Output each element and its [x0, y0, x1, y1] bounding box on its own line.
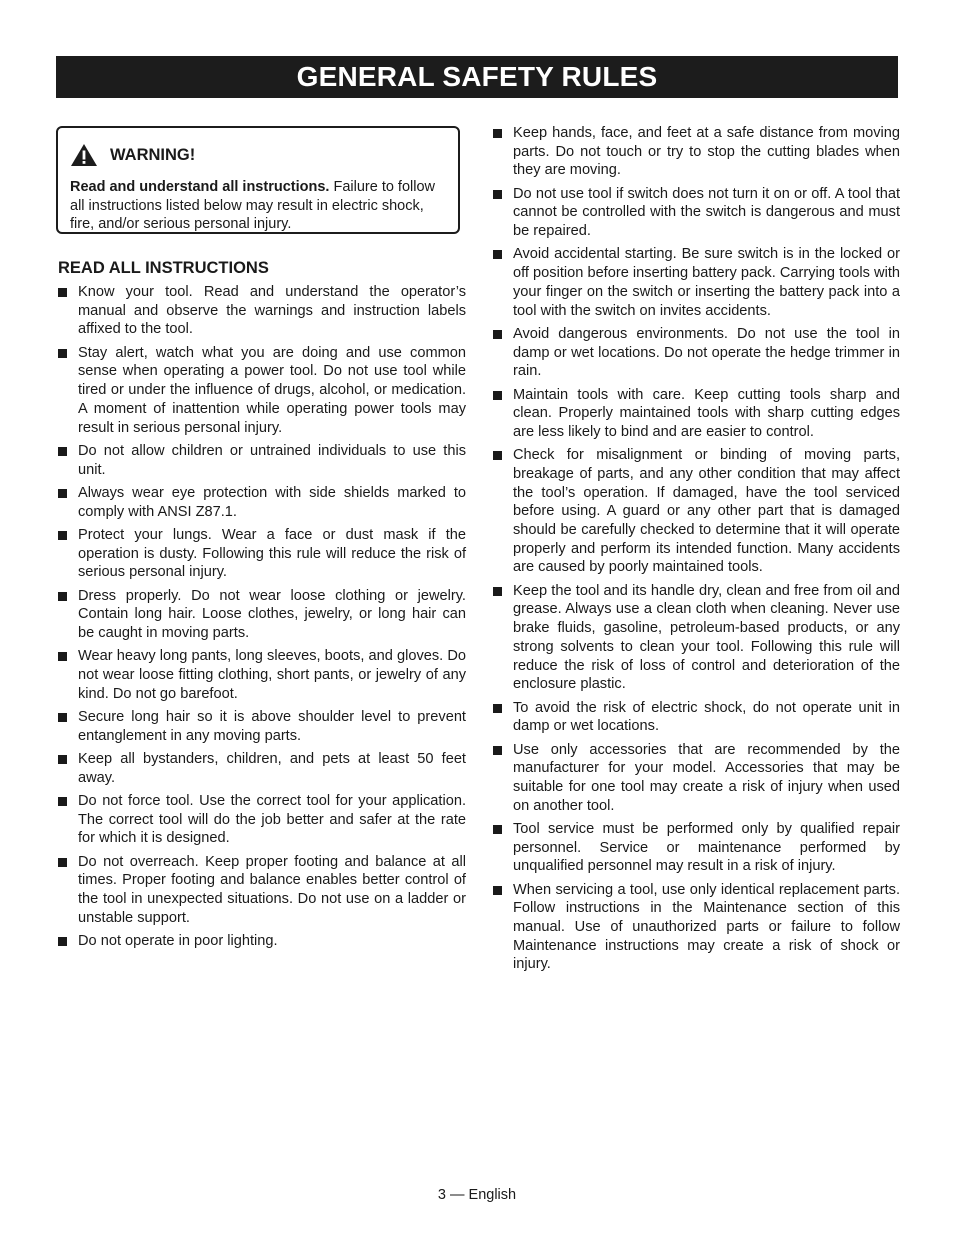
warning-box [56, 126, 460, 234]
list-item-text: Do not overreach. Keep proper footing and balance at all times. Proper footing and balance enables better control of the tool in unexpected situations. Do not use on a ladder or unstable support. [78, 853, 466, 926]
bullet-square [58, 755, 67, 764]
list-item-text: Dress properly. Do not wear loose clothing or jewelry. Contain long hair. Loose clothes, jewelry, or long hair can be caught in moving parts. [78, 587, 466, 641]
list-item-text: To avoid the risk of electric shock, do not operate unit in damp or wet locations. [513, 699, 900, 735]
bullet-square [493, 704, 502, 713]
warning-body-bold: Read and understand all instructions. [70, 179, 330, 195]
page-footer: 3 — English [437, 1187, 517, 1203]
list-item-text: Use only accessories that are recommended by the manufacturer for your model. Accessories that may be suitable for one tool may create a risk of injury when used on another tool. [513, 741, 900, 814]
list-item [493, 325, 900, 381]
bullet-square [493, 250, 502, 259]
list-item [493, 582, 900, 694]
list-item-text: Do not allow children or untrained individuals to use this unit. [78, 442, 466, 478]
bullet-square [493, 451, 502, 460]
section-heading: READ ALL INSTRUCTIONS [58, 259, 269, 277]
list-item-text: Check for misalignment or binding of moving parts, breakage of parts, and any other condition that may affect the tool’s operation. If damaged, have the tool serviced before using. A guard or any other part that is damaged should be carefully checked to determine that it will operate properly and perform its intended function. Many accidents are caused by poorly maintained tools. [513, 447, 900, 576]
list-item [493, 820, 900, 876]
list-item-text: Avoid accidental starting. Be sure switch is in the locked or off position before inserting battery pack. Carrying tools with your finger on the switch or inserting the battery pack into a tool with the switch on invites accidents. [513, 246, 900, 319]
list-item [493, 185, 900, 241]
list-item [58, 283, 466, 339]
list-item-text: Protect your lungs. Wear a face or dust mask if the operation is dusty. Following this rule will reduce the risk of serious personal injury. [78, 526, 466, 581]
list-item [58, 647, 466, 703]
right-rules-list [493, 124, 900, 979]
warning-body [70, 178, 448, 234]
warning-body-text: Failure to follow all instructions listed below may result in electric shock, fire, and/or serious personal injury. [70, 179, 436, 232]
list-item-text: When servicing a tool, use only identical replacement parts. Follow instructions in the Maintenance section of this manual. Use of unauthorized parts or failure to follow Maintenance instructions may create a risk of shock or injury. [513, 881, 900, 973]
warning-triangle-icon [70, 143, 98, 167]
list-item-text: Avoid dangerous environments. Do not use the tool in damp or wet locations. Do not operate the hedge trimmer in rain. [513, 325, 900, 380]
left-rules-list [58, 283, 466, 955]
bullet-square [493, 129, 502, 138]
list-item-text: Maintain tools with care. Keep cutting tools sharp and clean. Properly maintained tools with sharp cutting edges are less likely to bind and are easier to control. [513, 386, 900, 440]
list-item [58, 708, 466, 745]
list-item-text: Always wear eye protection with side shields marked to comply with ANSI Z87.1. [78, 484, 466, 520]
list-item-text: Know your tool. Read and understand the operator’s manual and observe the warnings and instruction labels affixed to the tool. [78, 284, 466, 338]
list-item [58, 442, 466, 479]
list-item [493, 245, 900, 320]
list-item [58, 587, 466, 643]
list-item-text: Stay alert, watch what you are doing and use common sense when operating a power tool. Do not use tool while tired or under the influence of drugs, alcohol, or medication. A moment of inattention while operating power tools may result in serious personal injury. [78, 344, 466, 436]
list-item-text: Tool service must be performed only by qualified repair personnel. Service or maintenance performed by unqualified personnel may result in a risk of injury. [513, 820, 900, 875]
bullet-square [493, 746, 502, 755]
list-item [58, 932, 466, 951]
bullet-square [493, 190, 502, 199]
list-item [493, 124, 900, 180]
bullet-square [493, 330, 502, 339]
list-item-text: Wear heavy long pants, long sleeves, boots, and gloves. Do not wear loose fitting clothing, short pants, or jewelry of any kind. Do not go barefoot. [78, 648, 466, 702]
list-item [493, 386, 900, 442]
bullet-square [58, 797, 67, 806]
bullet-square [493, 825, 502, 834]
bullet-square [58, 713, 67, 722]
list-item-text: Keep the tool and its handle dry, clean and free from oil and grease. Always use a clean cloth when cleaning. Never use brake fluids, gasoline, petroleum-based products, or any strong solvents to clean your tool. Following this rule will reduce the risk of loss of control and deterioration of the enclosure plastic. [513, 582, 900, 693]
bullet-square [58, 652, 67, 661]
list-item [58, 484, 466, 521]
bullet-square [493, 886, 502, 895]
bullet-square [58, 349, 67, 358]
bullet-square [58, 592, 67, 601]
list-item [493, 446, 900, 577]
warning-heading: WARNING! [110, 145, 196, 164]
list-item [493, 741, 900, 816]
list-item-text: Keep all bystanders, children, and pets at least 50 feet away. [78, 750, 466, 786]
bullet-square [58, 531, 67, 540]
warning-header [70, 142, 448, 168]
list-item-text: Secure long hair so it is above shoulder level to prevent entanglement in any moving parts. [78, 708, 466, 744]
bullet-square [58, 858, 67, 867]
list-item [493, 881, 900, 975]
list-item [58, 526, 466, 582]
bullet-square [58, 937, 67, 946]
bullet-square [58, 447, 67, 456]
bullet-square [58, 489, 67, 498]
bullet-square [493, 391, 502, 400]
list-item-text: Do not operate in poor lighting. [78, 933, 278, 950]
list-item [58, 853, 466, 928]
list-item [58, 344, 466, 438]
list-item [493, 699, 900, 736]
list-item-text: Keep hands, face, and feet at a safe distance from moving parts. Do not touch or try to stop the cutting blades when they are moving. [513, 125, 900, 179]
list-item [58, 792, 466, 848]
page-title-bar [56, 56, 898, 98]
list-item-text: Do not force tool. Use the correct tool for your application. The correct tool will do the job better and safer at the rate for which it is designed. [78, 792, 466, 847]
page-title: GENERAL SAFETY RULES [296, 61, 658, 92]
list-item [58, 750, 466, 787]
list-item-text: Do not use tool if switch does not turn it on or off. A tool that cannot be controlled with the switch is dangerous and must be repaired. [513, 185, 900, 240]
bullet-square [58, 288, 67, 297]
bullet-square [493, 587, 502, 596]
